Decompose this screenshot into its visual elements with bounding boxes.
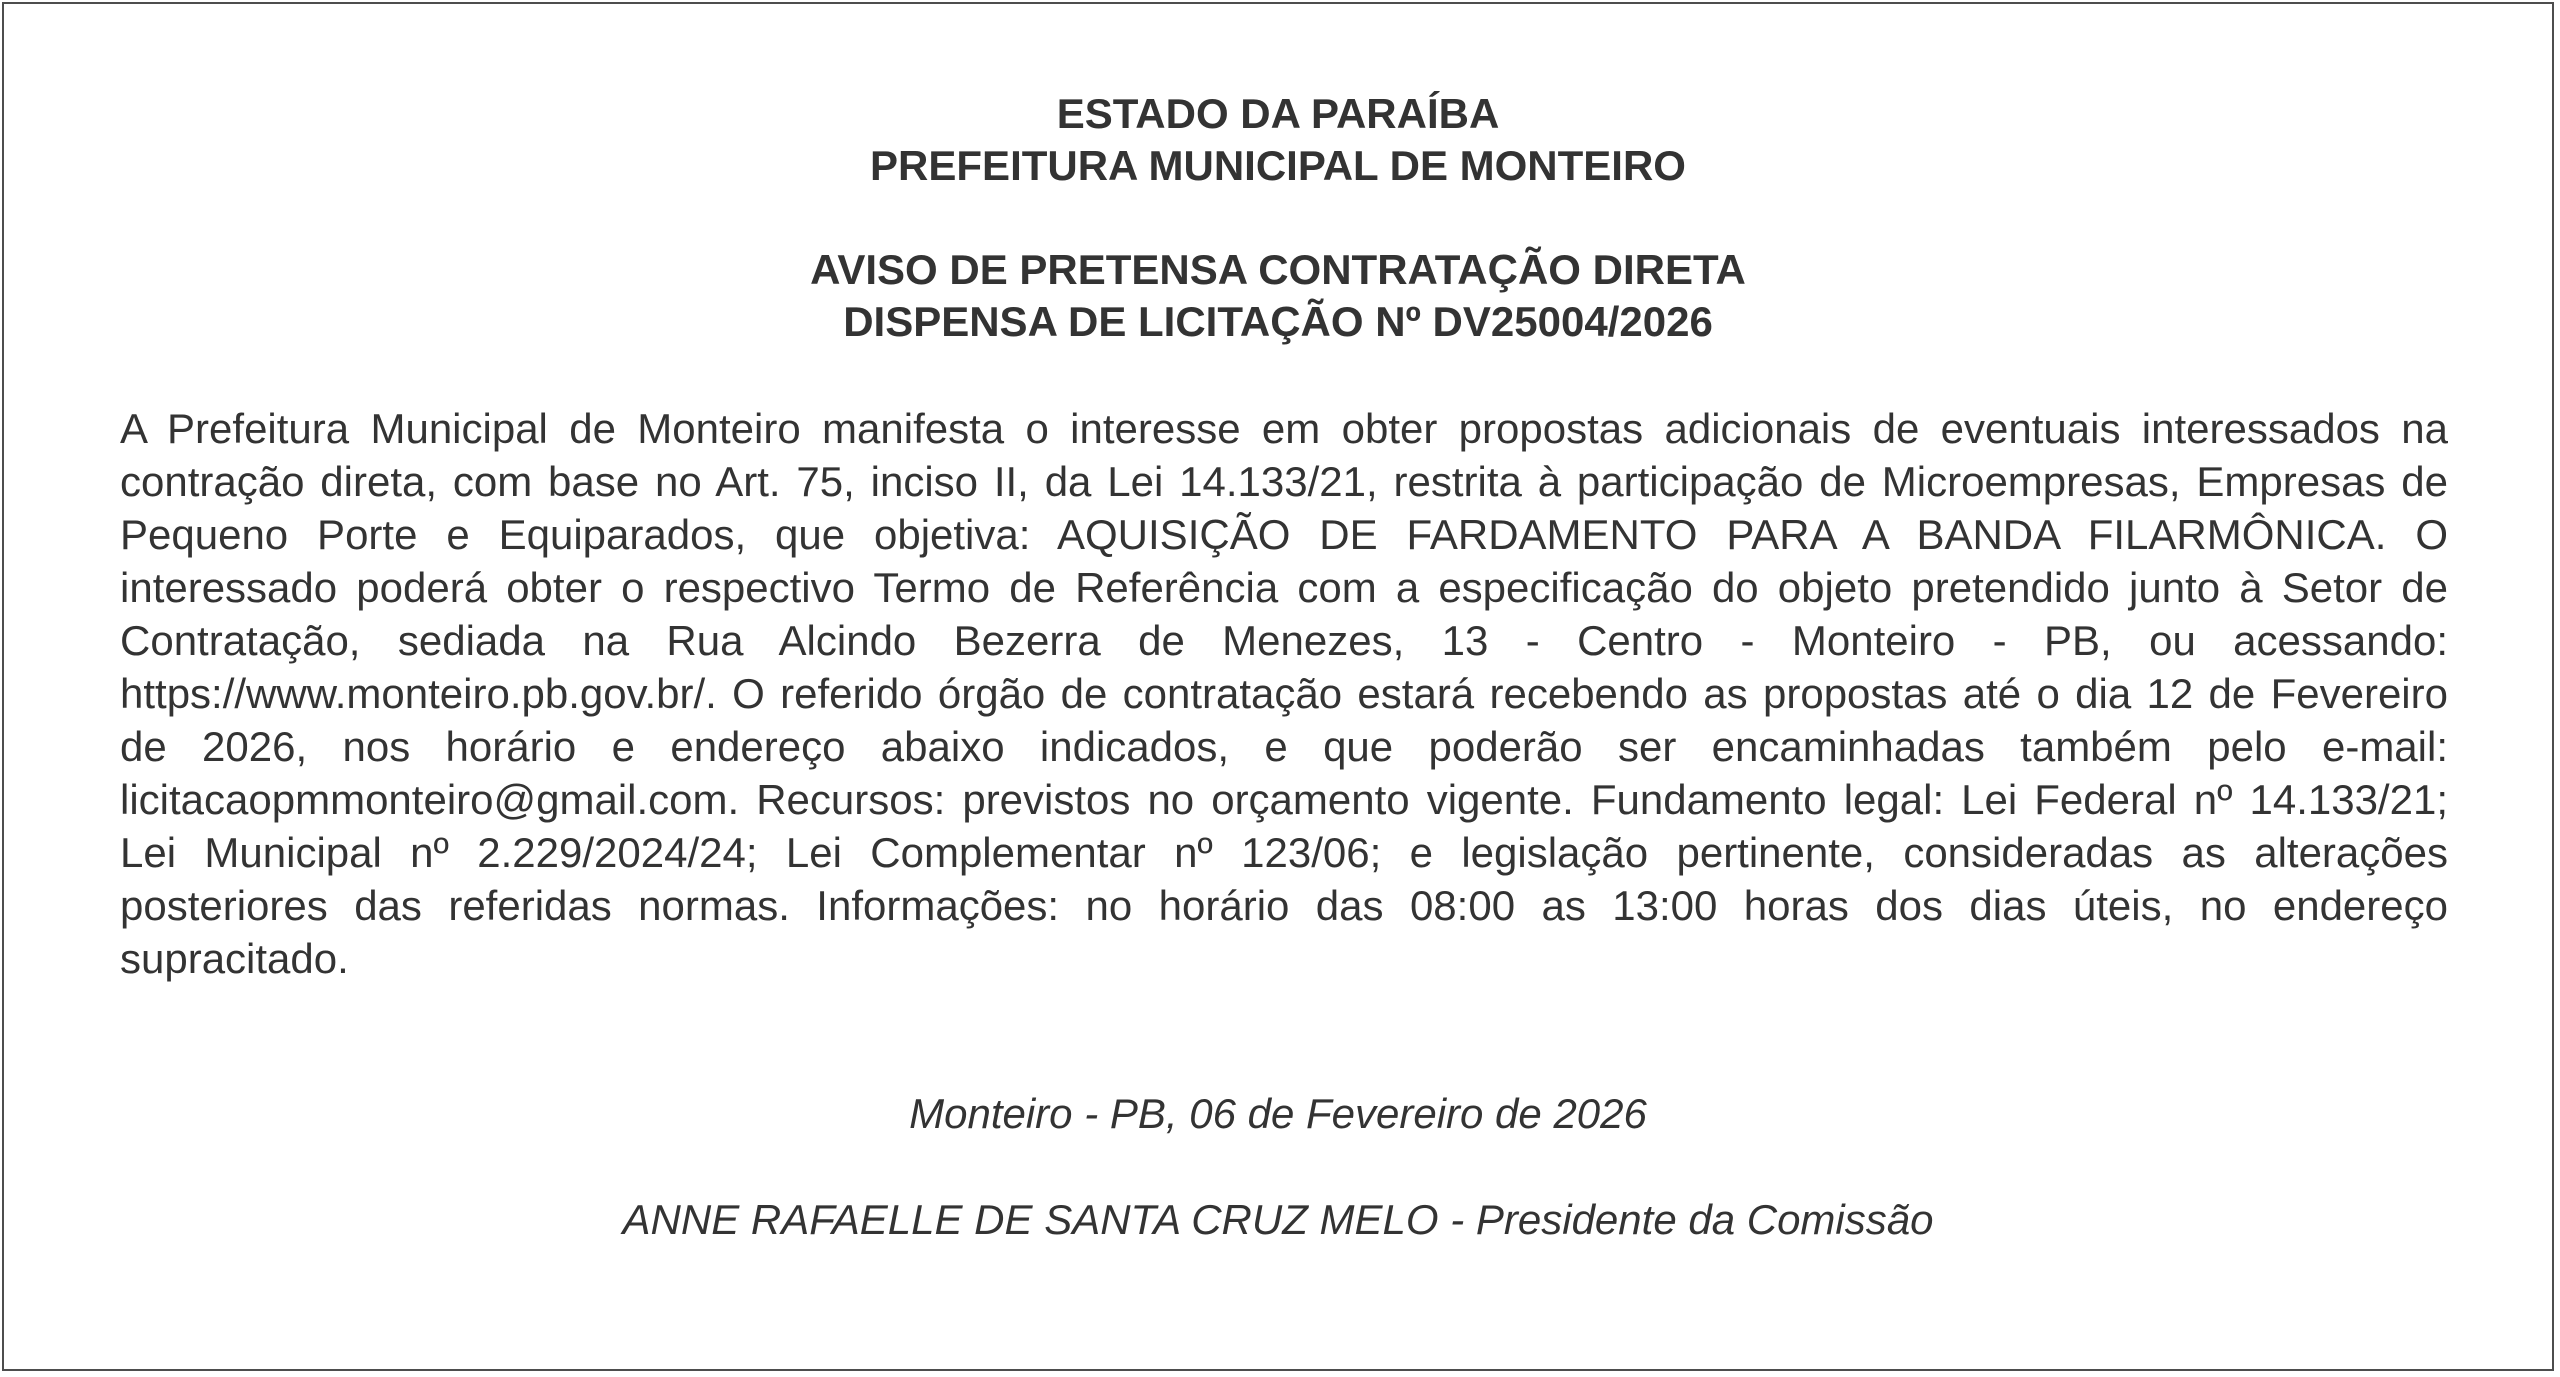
signature-line: ANNE RAFAELLE DE SANTA CRUZ MELO - Presidente da Comissão — [622, 1196, 1934, 1243]
notice-body: A Prefeitura Municipal de Monteiro manifesta o interesse em obter propostas adicionais de eventuais interessados na contração direta, com base no Art. 75, inciso II, da Lei 14.133/21, restrita à participação de Microempresas, Empresas de Pequeno Porte e Equiparados, que objetiva: AQUISIÇÃO DE FARDAMENTO PARA A BANDA FILARMÔNICA. O interessado poderá obter o respectivo Termo de Referência com a especificação do objeto pretendido junto à Setor de Contratação, sediada na Rua Alcindo Bezerra de Menezes, 13 - Centro - Monteiro - PB, ou acessando: https://www.monteiro.pb.gov.br/. O referido órgão de contratação estará recebendo as propostas até o dia 12 de Fevereiro de 2026, nos horário e endereço abaixo indicados, e que poderão ser encaminhadas também pelo e-mail: licitacaopmmonteiro@gmail.com. Recursos: previstos no orçamento vigente. Fundamento legal: Lei Federal nº 14.133/21; Lei Municipal nº 2.229/2024/24; Lei Complementar nº 123/06; e legislação pertinente, consideradas as alterações posteriores das referidas normas. Informações: no horário das 08:00 as 13:00 horas dos dias úteis, no endereço supracitado. — [120, 405, 2448, 982]
notice-frame — [2, 2, 2554, 1371]
place-date: Monteiro - PB, 06 de Fevereiro de 2026 — [909, 1090, 1647, 1137]
municipality-heading: PREFEITURA MUNICIPAL DE MONTEIRO — [870, 142, 1686, 189]
notice-subtitle: DISPENSA DE LICITAÇÃO Nº DV25004/2026 — [843, 298, 1713, 345]
notice-title: AVISO DE PRETENSA CONTRATAÇÃO DIRETA — [810, 246, 1746, 293]
notice-heading — [4, 244, 2552, 348]
header-organization — [4, 88, 2552, 192]
state-heading: ESTADO DA PARAÍBA — [1056, 90, 1500, 137]
